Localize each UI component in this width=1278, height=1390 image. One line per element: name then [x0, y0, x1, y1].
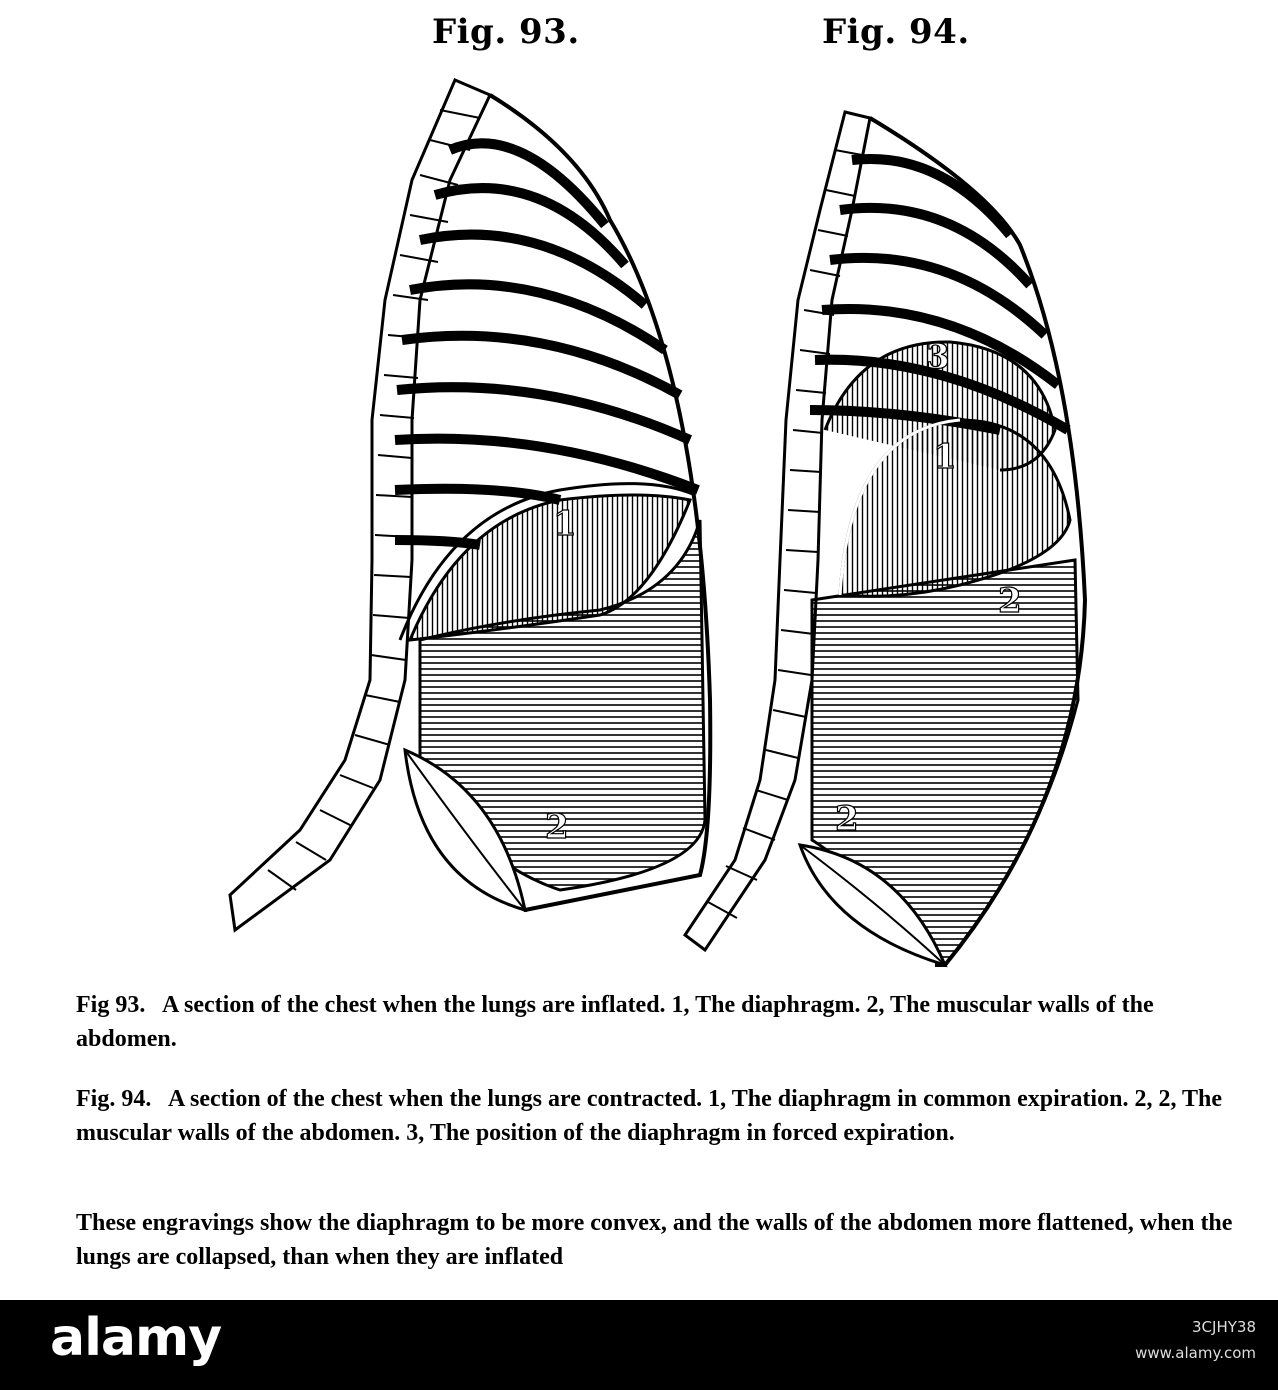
- site-url: www.alamy.com: [1135, 1344, 1256, 1362]
- fig94-label-2a: 2: [998, 581, 1022, 621]
- caption-fig93-text: A section of the chest when the lungs are inflated. 1, The diaphragm. 2, The muscular walls of the abdomen.: [76, 992, 1154, 1052]
- figure-94-title: Fig. 94.: [822, 12, 970, 52]
- figure-93-title: Fig. 93.: [432, 12, 580, 52]
- figure-94-drawing: [685, 112, 1085, 965]
- fig93-label-2: 2: [545, 807, 569, 847]
- image-id: 3CJHY38: [1192, 1318, 1256, 1336]
- caption-fig93-lead: Fig 93.: [76, 992, 146, 1018]
- fig93-label-1: 1: [553, 504, 577, 544]
- caption-fig93: [76, 988, 1246, 1056]
- caption-note: These engravings show the diaphragm to be more convex, and the walls of the abdomen more flattened, when the lungs are collapsed, than when they are inflated: [76, 1210, 1233, 1270]
- fig94-label-2b: 2: [835, 799, 859, 839]
- caption-fig94-text: A section of the chest when the lungs are contracted. 1, The diaphragm in common expiration. 2, 2, The muscular walls of the abdomen. 3, The position of the diaphragm in forced expiration.: [76, 1086, 1223, 1146]
- figure-93-drawing: [230, 80, 710, 930]
- fig94-label-1: 1: [933, 437, 957, 477]
- alamy-logo: alamy: [50, 1308, 222, 1368]
- chest-section-engravings: [0, 70, 1278, 970]
- caption-fig94-lead: Fig. 94.: [76, 1086, 152, 1112]
- caption-fig94: [76, 1082, 1246, 1150]
- fig94-label-3: 3: [926, 337, 950, 377]
